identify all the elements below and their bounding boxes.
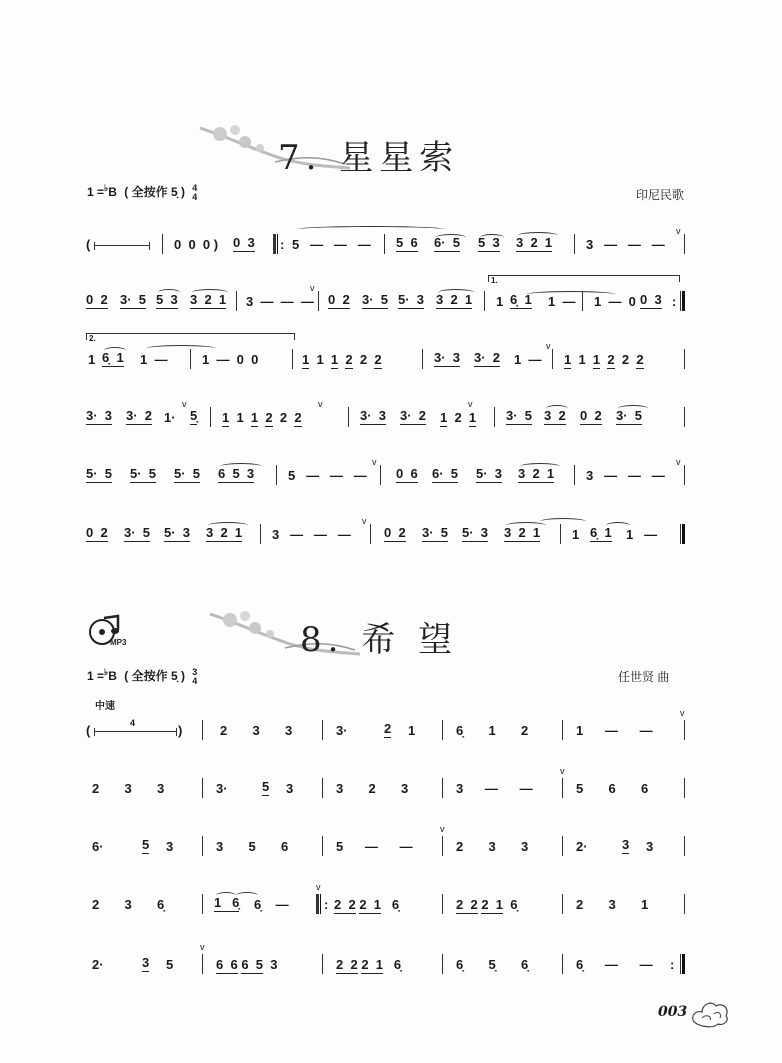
key-label: 1 = <box>87 185 105 199</box>
song8-line-1: ( 4 ) 2 3 3 3· 2 1 6̣ 1 2 1 — — v <box>86 708 685 738</box>
song8-composer: 任世贤 曲 <box>618 670 670 684</box>
song7-title-block <box>190 112 490 182</box>
repeat-start <box>273 234 278 254</box>
time-signature: 4 4 <box>192 182 198 202</box>
song8-title-block <box>200 598 500 668</box>
flat-sign: ♭ <box>104 183 109 193</box>
song8-title: 8. 希 望 <box>300 620 459 660</box>
volta-2: 2. <box>86 333 295 340</box>
rest-bar-line <box>94 245 149 246</box>
page-number: 003 <box>658 1004 688 1020</box>
fingering: ( 全按作 5̣ ) <box>124 185 185 199</box>
song7-line-1: ( 0 0 0 ) 0 3 : 5 — — — 5 6 6· 5 5 3 3 2 1 3 — — — v <box>86 230 690 256</box>
repeat-start <box>316 894 321 914</box>
song7-key-signature <box>87 183 197 202</box>
breath-mark: v <box>676 226 681 236</box>
final-barline <box>680 524 685 544</box>
multi-rest-count: 4 <box>130 718 136 728</box>
song7-line-3: 2. 1 6̣ 1 1 — 1 — 0 0 1 1 1 2 2 2 3· 3 3· 2 1 — v 1 1 1 2 2 2 <box>86 345 690 371</box>
song7-line-4: 3· 3 3· 2 1· v 5̣ 1 1 1 2 2 2 v 3· 3 3· 2 1 2 1 v 3· 5 3 2 0 2 3· 5 <box>86 403 690 429</box>
song7-line-5: 5· 5 5· 5 5· 5 6 5 3 5 — — — v 0 6 6· 5 5· 3 3 2 1 3 — — — v <box>86 461 690 487</box>
cloud-ornament-icon <box>688 994 732 1030</box>
song7-line-2: 0 2 3· 5 5 3 3 2 1 3 — — — v 0 2 3· 5 5· 3 3 2 1 1. 1 6̣ 1 1 — 1 — 0 0 3 : <box>86 287 690 313</box>
song7-composer: 印尼民歌 <box>636 188 685 202</box>
svg-text:MP3: MP3 <box>110 638 127 647</box>
time-signature: 3 4 <box>192 666 198 686</box>
mp3-cd-icon <box>88 614 130 648</box>
key-note: B <box>108 185 117 199</box>
volta-1: 1. <box>488 275 680 282</box>
song8-line-2: 2 3 3 3· 5 3 3 2 3 3 — — v 5 6 6 <box>86 774 690 800</box>
repeat-end <box>680 954 685 974</box>
repeat-end <box>680 291 685 311</box>
song8-key-signature: 1 =♭B ( 全按作 5̣ ) 3 4 <box>87 666 198 686</box>
song7-title: 7. 星星索 <box>278 138 460 178</box>
song8-line-3: 6· 5 3 3 5 6 5 — — v 2 3 3 2· 3 3 <box>86 832 690 858</box>
tempo-marking: 中速 <box>95 701 115 712</box>
song7-line-6: 0 2 3· 5 5· 3 3 2 1 3 — — — v 0 2 3· 5 5· 3 3 2 1 1 6̣ 1 1 — <box>86 520 690 546</box>
song8-line-4: 2 3 6̣ 1 6̣ 6̣ — v : 2 2 2 1 6̣ 2 2 2 1 6̣ 2 3 1 <box>86 890 690 916</box>
song8-line-5: 2· 3 5 v 6 6 6 5 3 2 2 2 1 6̣ 6̣ 5̣ 6̣ 6̣ — — : <box>86 950 690 976</box>
